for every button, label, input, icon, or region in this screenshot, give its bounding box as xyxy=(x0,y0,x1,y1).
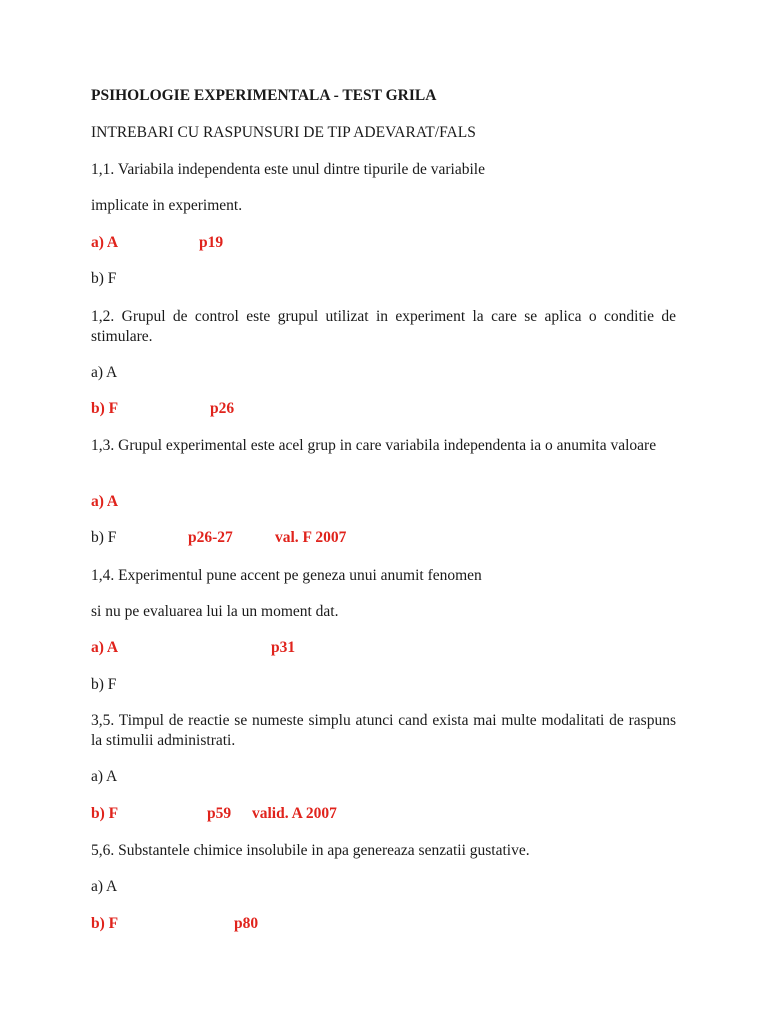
page-reference: p80 xyxy=(234,915,259,932)
document-subtitle: INTREBARI CU RASPUNSURI DE TIP ADEVARAT/FALS xyxy=(91,124,476,141)
question-3-text: 1,3. Grupul experimental este acel grup in care variabila independenta ia o anumita valoare xyxy=(91,437,657,454)
question-6-option-a: a) A xyxy=(91,878,118,895)
page-reference: p19 xyxy=(199,234,224,251)
page-reference: p26-27 xyxy=(188,529,233,546)
question-4-option-b: b) F xyxy=(91,676,117,693)
question-1-text-line-2: implicate in experiment. xyxy=(91,197,243,214)
question-3-option-b xyxy=(91,528,347,548)
question-1-option-b: b) F xyxy=(91,270,117,287)
page-reference: p59 xyxy=(207,805,232,822)
question-4-text-line-1: 1,4. Experimentul pune accent pe geneza unui anumit fenomen xyxy=(91,567,482,584)
option-b-label: b) F xyxy=(91,400,119,417)
question-4-option-a xyxy=(91,638,296,658)
page-reference: p26 xyxy=(210,400,235,417)
option-a-label: a) A xyxy=(91,234,119,251)
document-title: PSIHOLOGIE EXPERIMENTALA - TEST GRILA xyxy=(91,87,437,104)
question-1-option-a xyxy=(91,233,224,253)
page-reference: p31 xyxy=(271,639,296,656)
question-6-option-b xyxy=(91,914,259,934)
option-b-label: b) F xyxy=(91,805,119,822)
question-2-option-a: a) A xyxy=(91,364,118,381)
option-a-label: a) A xyxy=(91,639,119,656)
question-3-option-a: a) A xyxy=(91,493,119,510)
question-4-text-line-2: si nu pe evaluarea lui la un moment dat. xyxy=(91,603,339,620)
option-b-label: b) F xyxy=(91,529,117,546)
validation-note: valid. A 2007 xyxy=(252,805,337,822)
question-2-option-b xyxy=(91,399,235,419)
question-5-text: 3,5. Timpul de reactie se numeste simplu atunci cand exista mai multe modalitati de raspuns la stimulii administrati. xyxy=(91,712,676,749)
validation-note: val. F 2007 xyxy=(275,529,347,546)
option-b-label: b) F xyxy=(91,915,119,932)
question-2-text: 1,2. Grupul de control este grupul utilizat in experiment la care se aplica o conditie de stimulare. xyxy=(91,308,676,345)
question-5-option-a: a) A xyxy=(91,768,118,785)
question-5-option-b xyxy=(91,804,337,824)
question-6-text: 5,6. Substantele chimice insolubile in apa genereaza senzatii gustative. xyxy=(91,842,530,859)
question-1-text-line-1: 1,1. Variabila independenta este unul dintre tipurile de variabile xyxy=(91,161,485,178)
